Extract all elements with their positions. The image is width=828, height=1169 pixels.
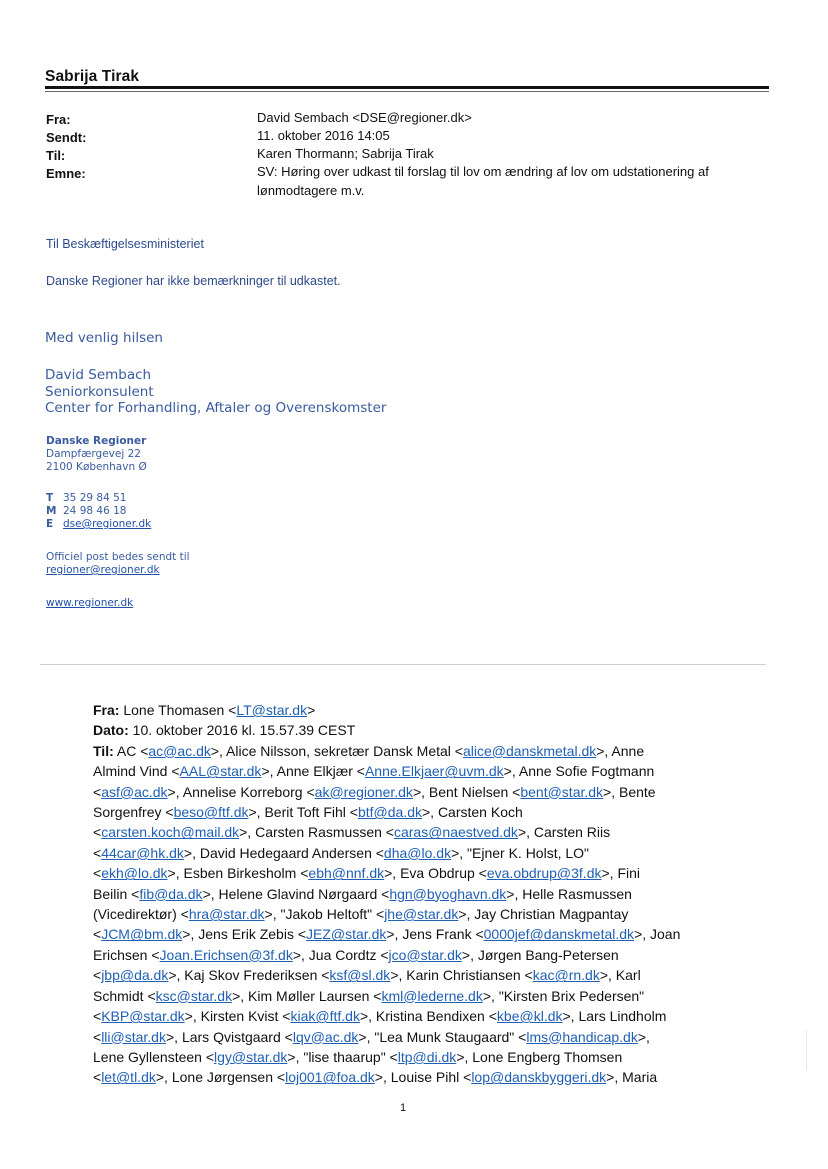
addressee: Til Beskæftigelsesministeriet xyxy=(46,237,204,251)
fwd-recipient-line xyxy=(93,802,723,822)
recipient-email-link[interactable]: caras@naestved.dk xyxy=(393,824,518,841)
signature-department: Center for Forhandling, Aftaler og Overenskomster xyxy=(45,400,387,416)
official-email-link[interactable]: regioner@regioner.dk xyxy=(46,564,160,576)
recipient-text: >, "Kirsten Brix Pedersen" xyxy=(482,987,645,1004)
recipient-email-link[interactable]: loj001@foa.dk xyxy=(285,1069,375,1086)
recipient-text: >, Helene Glavind Nørgaard < xyxy=(202,885,390,902)
recipient-email-link[interactable]: jbp@da.dk xyxy=(101,967,169,984)
recipient-text: >, "Jakob Heltoft" < xyxy=(264,906,385,923)
to-value: Karen Thormann; Sabrija Tirak xyxy=(257,146,434,161)
recipient-text: >, Fini xyxy=(601,865,640,882)
fwd-date-line xyxy=(93,720,723,740)
recipient-email-link[interactable]: ksc@star.dk xyxy=(155,987,233,1004)
recipient-email-link[interactable]: kml@lederne.dk xyxy=(381,987,483,1004)
official-note: Officiel post bedes sendt til xyxy=(46,551,190,563)
recipient-text: < xyxy=(93,865,102,882)
recipient-text: >, Jørgen Bang-Petersen xyxy=(461,946,619,963)
contact-block xyxy=(46,492,151,531)
recipient-text: >, Helle Rasmussen xyxy=(506,885,632,902)
recipient-text: >, Kristina Bendixen < xyxy=(359,1008,497,1025)
to-label: Til: xyxy=(46,148,66,163)
recipient-text: Beilin < xyxy=(93,885,140,902)
website-link[interactable]: www.regioner.dk xyxy=(46,597,134,609)
recipient-text: >, Eva Obdrup < xyxy=(384,865,487,882)
recipient-email-link[interactable]: lli@star.dk xyxy=(101,1028,166,1045)
recipient-text: >, "lise thaarup" < xyxy=(287,1048,398,1065)
recipient-email-link[interactable]: ebh@nnf.dk xyxy=(308,865,385,882)
recipient-text: < xyxy=(93,967,102,984)
recipient-text: >, Esben Birkesholm < xyxy=(167,865,309,882)
fwd-recipient-line xyxy=(93,761,723,781)
recipient-text: >, Jens Frank < xyxy=(386,926,484,943)
fwd-from-email-link[interactable]: LT@star.dk xyxy=(236,702,308,718)
fwd-from-label: Fra: xyxy=(93,702,120,718)
message-text: Danske Regioner har ikke bemærkninger til udkastet. xyxy=(46,274,341,288)
official-post xyxy=(46,551,190,577)
recipient-email-link[interactable]: Anne.Elkjaer@uvm.dk xyxy=(364,763,504,780)
fwd-date-value: 10. oktober 2016 kl. 15.57.39 CEST xyxy=(132,722,356,739)
fwd-recipient-line xyxy=(93,1067,723,1087)
recipient-text: >, Berit Toft Fihl < xyxy=(248,804,358,821)
fwd-recipient-line xyxy=(93,924,723,944)
recipient-email-link[interactable]: btf@da.dk xyxy=(357,804,422,821)
recipient-text: (Vicedirektør) < xyxy=(93,906,189,923)
recipient-email-link[interactable]: kiak@ftf.dk xyxy=(290,1008,360,1025)
recipient-email-link[interactable]: lop@danskbyggeri.dk xyxy=(471,1069,607,1086)
recipient-text: >, Lone Jørgensen < xyxy=(155,1069,286,1086)
phone-label: T xyxy=(46,492,54,504)
recipient-text: < xyxy=(93,1069,102,1086)
from-value: David Sembach <DSE@regioner.dk> xyxy=(257,110,472,125)
fwd-recipient-line xyxy=(93,884,723,904)
recipient-email-link[interactable]: KBP@star.dk xyxy=(101,1008,185,1025)
recipient-email-link[interactable]: ltp@di.dk xyxy=(397,1048,457,1065)
recipient-text: Erichsen < xyxy=(93,946,160,963)
from-label: Fra: xyxy=(46,112,71,127)
recipient-email-link[interactable]: bent@star.dk xyxy=(520,783,604,800)
fwd-recipient-line xyxy=(93,1047,723,1067)
recipient-text: Almind Vind < xyxy=(93,763,180,780)
recipient-email-link[interactable]: 0000jef@danskmetal.dk xyxy=(483,926,635,943)
recipient-text: >, Karl xyxy=(599,967,641,984)
recipient-text: >, Anne Elkjær < xyxy=(261,763,365,780)
fwd-recipient-line xyxy=(93,843,723,863)
recipient-email-link[interactable]: ekh@lo.dk xyxy=(101,865,168,882)
recipient-text: >, "Lea Munk Staugaard" < xyxy=(358,1028,527,1045)
fwd-from-line xyxy=(93,700,723,720)
fwd-recipient-line xyxy=(93,782,723,802)
signature-block xyxy=(45,367,386,417)
recipient-email-link[interactable]: JCM@bm.dk xyxy=(101,926,183,943)
recipient-text: < xyxy=(93,824,102,841)
mobile-number: 24 98 46 18 xyxy=(63,505,127,517)
recipient-text: >, Kim Møller Laursen < xyxy=(232,987,382,1004)
recipient-text: Lene Gyllensteen < xyxy=(93,1048,215,1065)
recipient-text: >, Lars Qvistgaard < xyxy=(165,1028,293,1045)
fwd-recipient-line xyxy=(93,1006,723,1026)
recipient-text: >, Maria xyxy=(606,1069,658,1086)
mobile-label: M xyxy=(46,505,57,517)
fwd-to-label: Til: xyxy=(93,742,114,759)
fwd-recipients xyxy=(93,741,723,1088)
subject-value: SV: Høring over udkast til forslag til lov om ændring af lov om udstationering af lønmodtagere m.v. xyxy=(257,164,709,198)
page-number: 1 xyxy=(400,1102,407,1114)
recipient-text: >, Lone Engberg Thomsen xyxy=(456,1048,623,1065)
fwd-recipient-line xyxy=(93,945,723,965)
recipient-text: >, Kirsten Kvist < xyxy=(184,1008,291,1025)
email-label: E xyxy=(46,518,54,530)
forwarded-message xyxy=(93,700,723,1088)
scan-mark xyxy=(806,1030,807,1070)
greeting: Med venlig hilsen xyxy=(45,330,163,346)
fwd-recipient-line xyxy=(93,822,723,842)
recipient-email-link[interactable]: alice@danskmetal.dk xyxy=(462,742,597,759)
fwd-date-label: Dato: xyxy=(93,722,129,739)
recipient-email-link[interactable]: JEZ@star.dk xyxy=(306,926,387,943)
phone-number: 35 29 84 51 xyxy=(63,492,127,504)
recipient-text: Schmidt < xyxy=(93,987,156,1004)
sent-value: 11. oktober 2016 14:05 xyxy=(257,128,390,143)
recipient-email-link[interactable]: carsten.koch@mail.dk xyxy=(101,824,240,841)
recipient-text: >, Kaj Skov Frederiksen < xyxy=(168,967,330,984)
recipient-text: >, Annelise Korreborg < xyxy=(167,783,315,800)
org-street: Dampfærgevej 22 xyxy=(46,448,141,460)
recipient-email-link[interactable]: ac@ac.dk xyxy=(148,742,211,759)
recipient-email-link[interactable]: asf@ac.dk xyxy=(101,783,168,800)
recipient-text: >, David Hedegaard Andersen < xyxy=(183,844,384,861)
recipient-email-link[interactable]: hra@star.dk xyxy=(188,906,265,923)
recipient-email-link[interactable]: jhe@star.dk xyxy=(384,906,459,923)
recipient-text: >, Bent Nielsen < xyxy=(412,783,521,800)
header-rule xyxy=(45,86,769,89)
recipient-email-link[interactable]: kac@rn.dk xyxy=(532,967,600,984)
recipient-text: >, Anne Sofie Fogtmann xyxy=(503,763,655,780)
org-name: Danske Regioner xyxy=(46,435,147,447)
recipient-text: >, Anne xyxy=(596,742,645,759)
subject-label: Emne: xyxy=(46,166,86,181)
fwd-recipient-line xyxy=(93,1027,723,1047)
signature-email-link[interactable]: dse@regioner.dk xyxy=(63,518,152,530)
fwd-recipient-line xyxy=(93,986,723,1006)
recipient-email-link[interactable]: AAL@star.dk xyxy=(179,763,262,780)
recipient-text: Sorgenfrey < xyxy=(93,804,174,821)
recipient-email-link[interactable]: jco@star.dk xyxy=(388,946,462,963)
recipient-email-link[interactable]: eva.obdrup@3f.dk xyxy=(486,865,602,882)
recipient-email-link[interactable]: hgn@byoghavn.dk xyxy=(389,885,507,902)
recipient-text: >, Lars Lindholm xyxy=(562,1008,667,1025)
recipient-text: >, Karin Christiansen < xyxy=(390,967,533,984)
org-city: 2100 København Ø xyxy=(46,461,147,473)
recipient-text: < xyxy=(93,1028,102,1045)
recipient-email-link[interactable]: let@tl.dk xyxy=(101,1069,156,1086)
signature-name: David Sembach xyxy=(45,367,152,383)
recipient-text: < xyxy=(93,1008,102,1025)
recipient-text: >, Joan xyxy=(634,926,681,943)
recipient-email-link[interactable]: fib@da.dk xyxy=(139,885,203,902)
recipient-email-link[interactable]: lqv@ac.dk xyxy=(292,1028,359,1045)
fwd-recipient-line xyxy=(93,904,723,924)
fwd-from-end: > xyxy=(307,702,316,718)
sent-label: Sendt: xyxy=(46,130,87,145)
recipient-text: AC < xyxy=(113,742,149,759)
recipient-text: >, xyxy=(637,1028,650,1045)
fwd-recipient-line xyxy=(93,965,723,985)
recipient-email-link[interactable]: beso@ftf.dk xyxy=(173,804,249,821)
separator-line xyxy=(40,664,766,665)
recipient-text: >, Jens Erik Zebis < xyxy=(182,926,307,943)
recipient-email-link[interactable]: kbe@kl.dk xyxy=(496,1008,563,1025)
recipient-email-link[interactable]: dha@lo.dk xyxy=(383,844,452,861)
recipient-text: >, Carsten Rasmussen < xyxy=(239,824,394,841)
recipient-text: >, Carsten Koch xyxy=(421,804,523,821)
recipient-email-link[interactable]: 44car@hk.dk xyxy=(101,844,184,861)
header-rule-thin xyxy=(45,91,769,92)
fwd-recipient-line xyxy=(93,741,723,761)
fwd-from-name: Lone Thomasen < xyxy=(123,702,237,718)
recipient-text: >, Jay Christian Magpantay xyxy=(458,906,629,923)
recipient-text: >, "Ejner K. Holst, LO" xyxy=(451,844,590,861)
recipient-email-link[interactable]: ksf@sl.dk xyxy=(329,967,391,984)
recipient-text: >, Jua Cordtz < xyxy=(292,946,389,963)
recipient-email-link[interactable]: lms@handicap.dk xyxy=(526,1028,638,1045)
recipient-text: < xyxy=(93,844,102,861)
recipient-text: < xyxy=(93,926,102,943)
recipient-text: >, Alice Nilsson, sekretær Dansk Metal < xyxy=(210,742,463,759)
recipient-text: < xyxy=(93,783,102,800)
recipient-email-link[interactable]: Joan.Erichsen@3f.dk xyxy=(159,946,293,963)
recipient-email-link[interactable]: lgy@star.dk xyxy=(214,1048,288,1065)
recipient-email-link[interactable]: ak@regioner.dk xyxy=(314,783,413,800)
recipient-text: >, Louise Pihl < xyxy=(374,1069,472,1086)
recipient-text: >, Bente xyxy=(603,783,656,800)
signature-title: Seniorkonsulent xyxy=(45,383,154,400)
org-address xyxy=(46,435,147,474)
recipient-text: >, Carsten Riis xyxy=(517,824,611,841)
sender-name: Sabrija Tirak xyxy=(45,68,140,85)
fwd-recipient-line xyxy=(93,863,723,883)
